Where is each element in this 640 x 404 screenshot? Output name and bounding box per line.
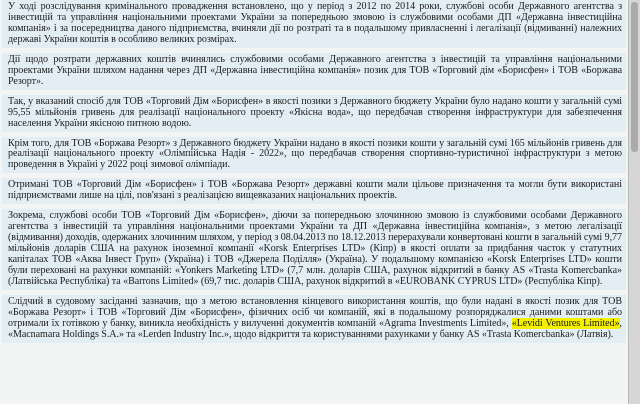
paragraph-loans: Дії щодо розтрати державних коштів вчинялись службовими особами Державного агентства з інвестицій та управління національними проектами України шляхом надання через ДП «Державна інвестиційна компанія» позик для ТОВ «Торговий дім «Борисфен» і ТОВ «Боржава Резорт». [2,53,626,90]
scrollbar-thumb[interactable] [631,2,638,152]
statement-text-before: Слідчий в судовому засіданні зазначив, що з метою встановлення кінцевого використання коштів, що були надані в якості позик для ТОВ «Боржава Резорт» і ТОВ «Торговий Дім «Борисфен», фізичних осіб чи компаній, які в подальшому розпоряджалися даними коштами або отримали їх готівкою у банку, виникла необхідність у вилученні документів компаній «Agrama Investments Limited», [8,295,622,329]
highlighted-company-name: «Levidi Ventures Limited» [511,317,620,329]
paragraph-money-laundering: Зокрема, службові особи ТОВ «Торговий Дім «Борисфен», діючи за попередньою злочинною змовою із службовими особами Державного агентства з інвестицій та управління національними проектами України та ДП «Державна інвестиційна компанія», з метою легалізації (відмивання) доходів, одержаних злочинним шляхом, у період з 08.04.2013 по 18.12.2013 перерахували конвертовані кошти в загальній сумі 9,77 мільйонів доларів США на рахунок іноземної компанії «Korsk Enterprises LTD» (Кіпр) в якості оплати за придбання часток у статутних капіталах ТОВ «Аква Інвест Груп» (Україна) і ТОВ «Джерела Поділля» (Україна). У подальшому компанією «Korsk Enterprises LTD» кошти були переховані на рахунки компаній: «Yonkers Marketing LTD» (7,7 млн. доларів США, рахунок відкритий в банку AS «Trasta Komercbanka» (Латвійська Республіка) та «Barrons Limited» (69,7 тис. доларів США, рахунок відкритий в «EUROBANK CYPRUS LTD» (Республіка Кіпр). [2,209,626,290]
paragraph-target-purpose: Отримані ТОВ «Торговий Дім «Борисфен» і ТОВ «Боржава Резорт» державні кошти мали цільове призначення та могли бути використані підприємствами лише на цілі, пов'язані з реалізацією вищевказаних національних проектів. [2,178,626,204]
paragraph-borzhava-loan: Крім того, для ТОВ «Боржава Резорт» з Державного бюджету України надано в якості позики кошти у загальній сумі 165 мільйонів гривень для реалізації національного проекту «Олімпійська Надія - 2022», що передбачав створення спортивно-туристичної інфраструктури з метою проведення в Україні у 2022 році зимової олімпіади. [2,137,626,174]
vertical-scrollbar[interactable] [628,0,640,404]
statement-text-after: , «Macnamara Holdings S.A.» та «Lerden Industry Inc.», щодо відкриття та користуваннями рахунками у банку AS «Trasta Komercbanka» (Латвія). [8,317,623,340]
paragraph-borysfen-loan: Так, у вказаний спосіб для ТОВ «Торговий Дім «Борисфен» в якості позики з Державного бюджету України було надано кошти у загальній сумі 95,55 мільйонів гривень для реалізації національного проекту «Якісна вода», що передбачав створення інфраструктури для забезпечення населення України якісною питною водою. [2,95,626,132]
paragraph-court-statement [2,295,626,343]
paragraph-investigation-summary: У ході розслідування кримінального провадження встановлено, що у період з 2012 по 2014 роки, службові особи Державного агентства з інвестицій та управління національними проектами України за попередньою змовою із службовими особами ДП «Державна інвестиційна компанія» і за посередництва даного підприємства, вчиняли дії по розтраті та в подальшому привласненні і легалізації (відмиванні) належних державі України коштів в особливо великих розмірах. [2,0,626,48]
